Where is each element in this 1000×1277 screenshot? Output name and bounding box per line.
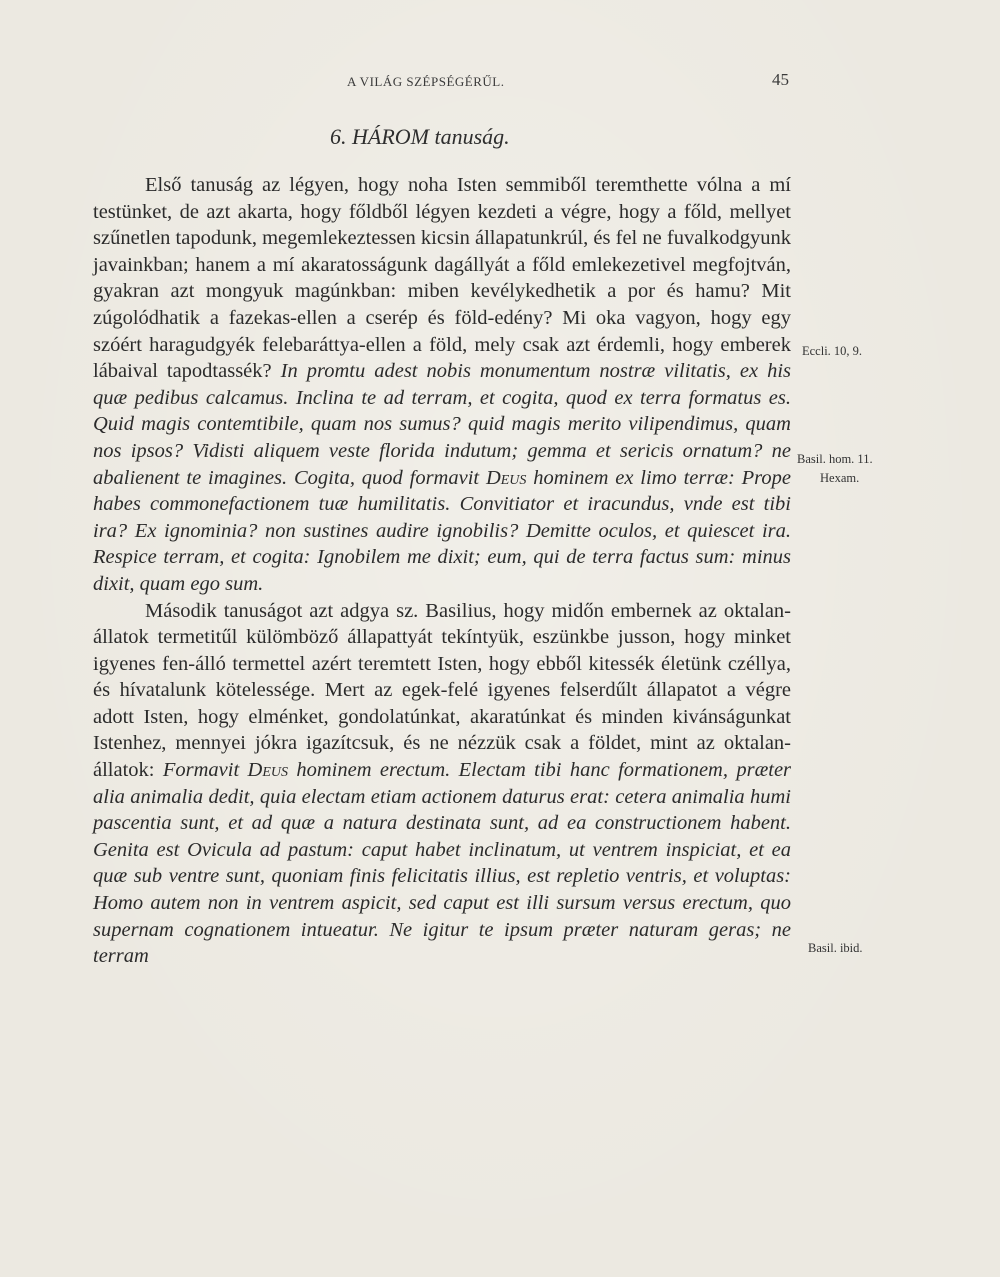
margin-note-hexam: Hexam. — [820, 471, 860, 485]
page-number: 45 — [772, 70, 789, 89]
latin-quote: Formavit — [162, 759, 248, 782]
latin-quote-smallcaps: Deus — [485, 466, 527, 489]
latin-quote: hominem erectum. Electam tibi hanc formationem, præter alia animalia dedit, quia electam etiam actionem daturus erat: cetera animalia humi pascentia sunt, et ad quæ a natura destinata sunt, ad ea constructionem habent. Genita est Ovicula ad pastum: caput habet inclinatum, ut ventrem inspiciat, et ea quæ sub ventre sunt, quoniam finis felicitatis illius, est repletio ventris, et voluptas: Homo autem non in ventrem aspicit, sed caput est illi sursum versus erectum, quo supernam cognationem intueatur. Ne igitur te ipsum præter naturam geras; ne terram — [93, 759, 792, 968]
latin-quote: In promtu adest nobis monumentum nostræ vilitatis, ex his quæ pedibus calcamus. Inclina te ad terram, et cogita, quod ex terra formatus es. Quid magis contemtibile, quam nos sumus? quid magis merito vilipendimus, quam nos ipsos? Vidisti aliquem veste florida indutum; gemma et sericis ornatum? ne abalienent te imagines. Cogita, quod formavit — [93, 360, 791, 489]
paragraph-1 — [93, 172, 791, 598]
margin-note-eccli: Eccli. 10, 9. — [802, 344, 863, 358]
latin-quote-smallcaps: Deus — [247, 759, 288, 782]
running-title: A VILÁG SZÉPSÉGÉRŰL. — [347, 74, 505, 89]
paragraph-2 — [93, 598, 791, 970]
text-segment: Második tanuságot azt adgya sz. Basilius, hogy midőn embernek az oktalan-állatok termetitűl külömböző állapattyát tekíntyük, eszünkbe jusson, hogy minket igyenes fen-álló termettel azért teremtett Isten, hogy ebből kitessék életünk czéllya, és hívatalunk kötelessége. Mert az egek-felé igyenes felserdűlt állapatot a végre adott Isten, hogy elménket, gondolatúnkat, akaratúnkat és minden kivánságunkat Istenhez, mennyei jókra igazítcsuk, és ne nézzük csak a földet, mint az oktalan-állatok: — [93, 599, 791, 782]
latin-quote: hominem ex limo terræ: Prope habes commonefactionem tuæ humilitatis. Convitiator et iracundus, vnde est tibi ira? Ex ignominia? non sustines audire ignobilis? Demitte oculos, et quiescet ira. Respice terram, et cogita: Ignobilem me dixit; eum, qui de terra factus sum: minus dixit, quam ego sum. — [93, 466, 791, 595]
margin-note-basil-ibid: Basil. ibid. — [808, 941, 863, 955]
margin-note-basil-hom: Basil. hom. 11. — [797, 452, 873, 466]
text-segment: Első tanuság az légyen, hogy noha Isten semmiből teremthette vólna a mí testünket, de azt akarta, hogy főldből légyen kezdeti a végre, hogy a főld, mellyet szűnetlen tapodunk, megemlekeztessen kicsin állapatunkrúl, és fel ne fuvalkodgyunk javainkban; hanem a mí akaratosságunk dagállyát a főld emlekezetivel megfojtván, gyakran azt mongyuk magúnkban: miben kevélykedhetik a por és hamu? Mit zúgolódhatik a fazekas-ellen a cserép és föld-edény? Mi oka vagyon, hogy egy szóért haragudgyék felebaráttya-ellen a föld, mely csak azt érdemli, hogy emberek lábaival tapodtassék? — [93, 174, 791, 383]
body-text — [93, 172, 791, 970]
section-title: 6. HÁROM tanuság. — [330, 124, 510, 149]
